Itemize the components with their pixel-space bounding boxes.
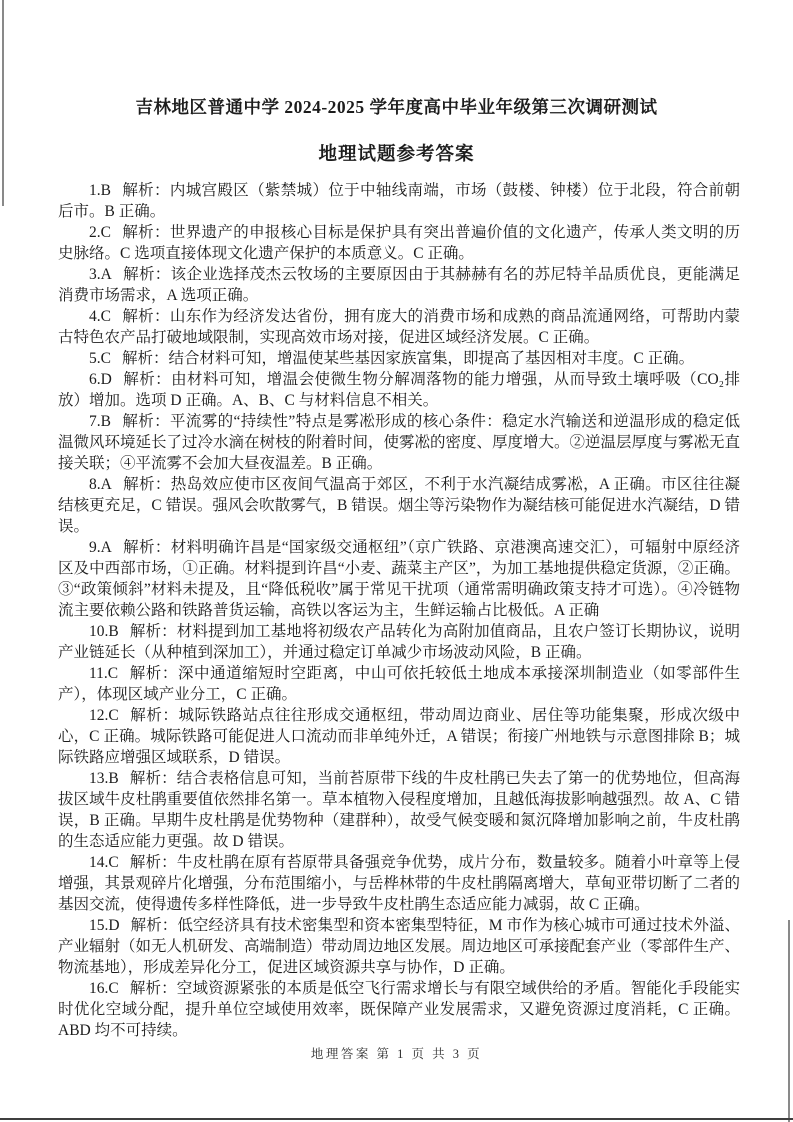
answer-explanation: 解析：深中通道缩短时空距离，中山可依托较低土地成本承接深圳制造业（如零部件生产），体现区域产业分工，C 正确。 xyxy=(58,665,740,703)
answer-explanation: 解析：内城宫殿区（紫禁城）位于中轴线南端，市场（鼓楼、钟楼）位于北段，符合前朝后市。B 正确。 xyxy=(58,182,740,220)
answer-item-6 xyxy=(58,369,740,411)
answer-label: 5.C xyxy=(89,350,111,367)
answer-item-15 xyxy=(58,915,740,978)
answer-item-12 xyxy=(58,705,740,768)
answer-item-13 xyxy=(58,768,740,852)
scan-edge-bottom xyxy=(0,1118,793,1121)
answer-item-14 xyxy=(58,852,740,915)
doc-title: 吉林地区普通中学 2024-2025 学年度高中毕业年级第三次调研测试 xyxy=(135,97,658,117)
answer-explanation: 解析：材料提到加工基地将初级农产品转化为高附加值商品，且农户签订长期协议，说明产业链延长（从种植到深加工），并通过稳定订单减少市场波动风险，B 正确。 xyxy=(58,623,740,661)
answer-explanation: 解析：由材料可知，增温会使微生物分解凋落物的能力增强，从而导致土壤呼吸（CO₂排放）增加。选项 D 正确。A、B、C 与材料信息不相关。 xyxy=(58,371,740,409)
answer-label: 10.B xyxy=(89,623,119,640)
answer-item-8 xyxy=(58,474,740,537)
answer-explanation: 解析：结合表格信息可知，当前苔原带下线的牛皮杜鹃已失去了第一的优势地位，但高海拔区域牛皮杜鹃重要值依然排名第一。草本植物入侵程度增加，且越低海拔影响越强烈。故 A、C 错误，B 正确。早期牛皮杜鹃是优势物种（建群种），故受气候变暖和氮沉降增加影响之前，牛皮杜鹃的生态适应能力更强。故 D 错误。 xyxy=(58,770,740,850)
answer-item-2 xyxy=(58,222,740,264)
answer-item-9 xyxy=(58,537,740,621)
answer-explanation: 解析：结合材料可知，增温使某些基因家族富集，即提高了基因相对丰度。C 正确。 xyxy=(121,350,695,367)
answer-item-7 xyxy=(58,411,740,474)
answer-explanation: 解析：牛皮杜鹃在原有苔原带具备强竞争优势，成片分布，数量较多。随着小叶章等上侵增强，其景观碎片化增强，分布范围缩小，与岳桦林带的牛皮杜鹃隔离增大，草甸亚带切断了二者的基因交流，使得遗传多样性降低，进一步导致牛皮杜鹃生态适应能力减弱，故 C 正确。 xyxy=(58,854,741,913)
answer-item-4 xyxy=(58,306,740,348)
answer-label: 12.C xyxy=(89,707,119,724)
answer-explanation: 解析：世界遗产的申报核心目标是保护具有突出普遍价值的文化遗产，传承人类文明的历史脉络。C 选项直接体现文化遗产保护的本质意义。C 正确。 xyxy=(58,224,740,262)
answer-label: 11.C xyxy=(89,665,119,682)
answer-explanation: 解析：材料明确许昌是“国家级交通枢纽”（京广铁路、京港澳高速交汇），可辐射中原经济区及中西部市场，①正确。材料提到许昌“小麦、蔬菜主产区”，为加工基地提供稳定货源，②正确。③“政策倾斜”材料未提及，且“降低税收”属于常见干扰项（通常需明确政策支持才可选）。④冷链物流主要依赖公路和铁路普货运输，高铁以客运为主，生鲜运输占比极低。A 正确 xyxy=(58,539,740,619)
answer-explanation: 解析：热岛效应使市区夜间气温高于郊区，不利于水汽凝结成雾凇，A 正确。市区往往凝结核更充足，C 错误。强风会吹散雾气，B 错误。烟尘等污染物作为凝结核可能促进水汽凝结，D 错误。 xyxy=(58,476,740,535)
answer-item-1 xyxy=(58,180,740,222)
answer-item-10 xyxy=(58,621,740,663)
answer-label: 1.B xyxy=(89,182,111,199)
answers-body xyxy=(58,180,740,1041)
answer-label: 14.C xyxy=(89,854,119,871)
answer-item-3 xyxy=(58,264,740,306)
answer-explanation: 解析：空域资源紧张的本质是低空飞行需求增长与有限空域供给的矛盾。智能化手段能实时优化空域分配，提升单位空域使用效率，既保障产业发展需求，又避免资源过度消耗，C 正确。ABD 均不可持续。 xyxy=(58,980,740,1039)
answer-explanation: 解析：平流雾的“持续性”特点是雾凇形成的核心条件：稳定水汽输送和逆温形成的稳定低温微风环境延长了过冷水滴在树枝的附着时间，使雾凇的密度、厚度增大。②逆温层厚度与雾凇无直接关联；④平流雾不会加大昼夜温差。B 正确。 xyxy=(58,413,741,472)
answer-item-11 xyxy=(58,663,740,705)
answer-explanation: 解析：该企业选择茂杰云牧场的主要原因由于其赫赫有名的苏尼特羊品质优良，更能满足消费市场需求，A 选项正确。 xyxy=(58,266,740,304)
scan-edge-right xyxy=(788,920,790,1122)
answer-label: 2.C xyxy=(89,224,111,241)
answer-label: 15.D xyxy=(89,917,120,934)
answer-label: 16.C xyxy=(89,980,119,997)
answer-label: 8.A xyxy=(89,476,112,493)
answer-item-5 xyxy=(58,348,740,369)
answer-label: 3.A xyxy=(89,266,112,283)
answer-explanation: 解析：山东作为经济发达省份，拥有庞大的消费市场和成熟的商品流通网络，可帮助内蒙古特色农产品打破地域限制，实现高效市场对接，促进区域经济发展。C 正确。 xyxy=(58,308,740,346)
answer-label: 4.C xyxy=(89,308,111,325)
answer-label: 13.B xyxy=(89,770,119,787)
answer-item-16 xyxy=(58,978,740,1041)
doc-subtitle: 地理试题参考答案 xyxy=(318,145,475,165)
answer-explanation: 解析：城际铁路站点往往形成交通枢纽，带动周边商业、居住等功能集聚，形成次级中心，C 正确。城际铁路可能促进人口流动而非单纯外迁，A 错误；衔接广州地铁与示意图排除 B；城际铁路应增强区域联系，D 错误。 xyxy=(58,707,740,766)
answer-label: 9.A xyxy=(89,539,112,556)
answer-label: 6.D xyxy=(89,371,112,388)
page-footer: 地理答案 第 1 页 共 3 页 xyxy=(310,1047,483,1061)
answer-explanation: 解析：低空经济具有技术密集型和资本密集型特征，M 市作为核心城市可通过技术外溢、产业辐射（如无人机研发、高端制造）带动周边地区发展。周边地区可承接配套产业（零部件生产、物流基地），形成差异化分工，促进区域资源共享与协作，D 正确。 xyxy=(58,917,741,976)
answer-label: 7.B xyxy=(89,413,111,430)
